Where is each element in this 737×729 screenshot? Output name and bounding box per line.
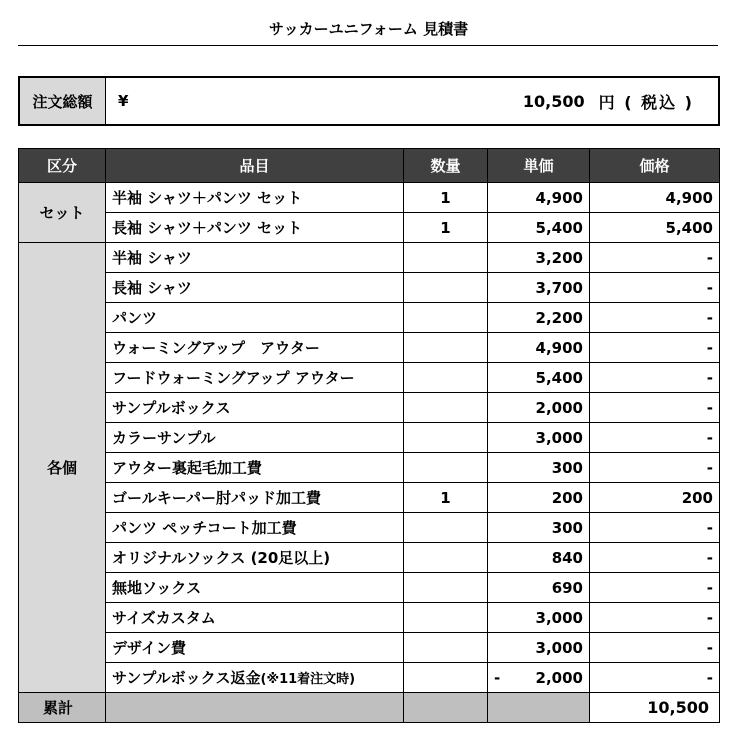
item-unit-price: 200 bbox=[488, 483, 590, 513]
refund-item-name: サンプルボックス返金 bbox=[112, 669, 261, 687]
item-price: - bbox=[590, 333, 720, 363]
item-unit-price: 2,200 bbox=[488, 303, 590, 333]
header-category: 区分 bbox=[19, 149, 106, 183]
item-price: - bbox=[590, 663, 720, 693]
item-unit-price: 3,000 bbox=[488, 423, 590, 453]
item-price: - bbox=[590, 273, 720, 303]
sum-filler bbox=[488, 693, 590, 723]
table-row bbox=[19, 603, 720, 633]
sum-filler bbox=[106, 693, 404, 723]
item-unit-price: 300 bbox=[488, 513, 590, 543]
item-name: 長袖 シャツ bbox=[106, 273, 404, 303]
item-price: - bbox=[590, 393, 720, 423]
item-name: サンプルボックス bbox=[106, 393, 404, 423]
item-qty bbox=[404, 303, 488, 333]
item-unit-price: 840 bbox=[488, 543, 590, 573]
item-qty bbox=[404, 513, 488, 543]
item-qty: 1 bbox=[404, 483, 488, 513]
minus-sign: - bbox=[494, 668, 501, 687]
item-unit-price: 3,000 bbox=[488, 603, 590, 633]
item-price: 200 bbox=[590, 483, 720, 513]
item-price: - bbox=[590, 603, 720, 633]
item-name bbox=[106, 663, 404, 693]
item-unit-price bbox=[488, 663, 590, 693]
order-total-box bbox=[18, 76, 720, 126]
table-row bbox=[19, 243, 720, 273]
item-name: アウター裏起毛加工費 bbox=[106, 453, 404, 483]
table-row bbox=[19, 453, 720, 483]
item-unit-price: 3,000 bbox=[488, 633, 590, 663]
item-price: 4,900 bbox=[590, 183, 720, 213]
item-unit-price: 5,400 bbox=[488, 213, 590, 243]
item-unit-price: 4,900 bbox=[488, 183, 590, 213]
table-row bbox=[19, 363, 720, 393]
order-total-value bbox=[158, 78, 718, 124]
table-row bbox=[19, 633, 720, 663]
header-price: 価格 bbox=[590, 149, 720, 183]
table-row bbox=[19, 663, 720, 693]
item-name: サイズカスタム bbox=[106, 603, 404, 633]
item-price: - bbox=[590, 543, 720, 573]
sum-filler bbox=[404, 693, 488, 723]
item-name: パンツ ペッチコート加工費 bbox=[106, 513, 404, 543]
refund-unit-price: 2,000 bbox=[535, 668, 583, 687]
item-unit-price: 690 bbox=[488, 573, 590, 603]
item-unit-price: 2,000 bbox=[488, 393, 590, 423]
table-row bbox=[19, 573, 720, 603]
item-name: カラーサンプル bbox=[106, 423, 404, 453]
item-unit-price: 4,900 bbox=[488, 333, 590, 363]
item-name: 長袖 シャツ＋パンツ セット bbox=[106, 213, 404, 243]
item-qty bbox=[404, 243, 488, 273]
item-price: - bbox=[590, 633, 720, 663]
item-unit-price: 5,400 bbox=[488, 363, 590, 393]
table-row bbox=[19, 273, 720, 303]
category-each: 各個 bbox=[19, 243, 106, 693]
table-row bbox=[19, 303, 720, 333]
table-row bbox=[19, 183, 720, 213]
item-price: - bbox=[590, 363, 720, 393]
item-qty bbox=[404, 543, 488, 573]
table-row bbox=[19, 393, 720, 423]
item-qty bbox=[404, 663, 488, 693]
item-name: デザイン費 bbox=[106, 633, 404, 663]
header-item: 品目 bbox=[106, 149, 404, 183]
item-name: 無地ソックス bbox=[106, 573, 404, 603]
item-qty bbox=[404, 423, 488, 453]
item-unit-price: 3,700 bbox=[488, 273, 590, 303]
page-title: サッカーユニフォーム 見積書 bbox=[268, 20, 469, 38]
item-price: - bbox=[590, 243, 720, 273]
table-row bbox=[19, 483, 720, 513]
item-name: 半袖 シャツ＋パンツ セット bbox=[106, 183, 404, 213]
item-qty bbox=[404, 273, 488, 303]
item-price: - bbox=[590, 303, 720, 333]
table-row bbox=[19, 543, 720, 573]
category-set: セット bbox=[19, 183, 106, 243]
item-unit-price: 3,200 bbox=[488, 243, 590, 273]
item-name: ウォーミングアップ アウター bbox=[106, 333, 404, 363]
order-total-amount: 10,500 bbox=[522, 91, 585, 111]
table-row bbox=[19, 513, 720, 543]
order-total-unit: 円 ( 税込 ) bbox=[598, 92, 694, 112]
currency-symbol: ¥ bbox=[118, 92, 129, 110]
item-price: - bbox=[590, 513, 720, 543]
estimate-table bbox=[18, 148, 720, 723]
item-name: 半袖 シャツ bbox=[106, 243, 404, 273]
table-row bbox=[19, 423, 720, 453]
title-divider bbox=[18, 45, 718, 46]
item-qty bbox=[404, 573, 488, 603]
item-name: フードウォーミングアップ アウター bbox=[106, 363, 404, 393]
item-name: オリジナルソックス (20足以上) bbox=[106, 543, 404, 573]
table-row bbox=[19, 333, 720, 363]
item-qty bbox=[404, 333, 488, 363]
item-qty bbox=[404, 603, 488, 633]
item-price: - bbox=[590, 573, 720, 603]
item-qty bbox=[404, 453, 488, 483]
item-qty bbox=[404, 363, 488, 393]
table-row bbox=[19, 213, 720, 243]
table-header-row bbox=[19, 149, 720, 183]
sum-label: 累計 bbox=[19, 693, 106, 723]
item-unit-price: 300 bbox=[488, 453, 590, 483]
refund-item-note: (※11着注文時) bbox=[260, 672, 356, 687]
item-name: ゴールキーパー肘パッド加工費 bbox=[106, 483, 404, 513]
item-qty bbox=[404, 393, 488, 423]
item-qty: 1 bbox=[404, 183, 488, 213]
item-qty: 1 bbox=[404, 213, 488, 243]
item-price: - bbox=[590, 453, 720, 483]
item-price: - bbox=[590, 423, 720, 453]
sum-value: 10,500 bbox=[590, 693, 720, 723]
item-price: 5,400 bbox=[590, 213, 720, 243]
header-unit-price: 単価 bbox=[488, 149, 590, 183]
item-name: パンツ bbox=[106, 303, 404, 333]
header-qty: 数量 bbox=[404, 149, 488, 183]
sum-row bbox=[19, 693, 720, 723]
item-qty bbox=[404, 633, 488, 663]
order-total-label: 注文総額 bbox=[20, 78, 106, 124]
